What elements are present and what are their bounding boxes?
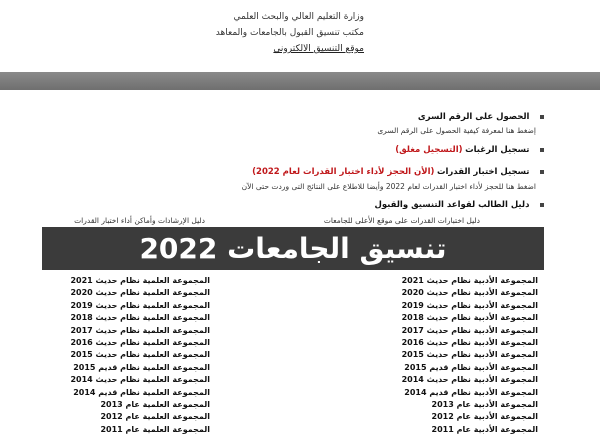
site-name[interactable]: موقع التنسيق الالكتروني (273, 44, 364, 54)
science-item[interactable]: المجموعة العلمية عام 2013 (100, 399, 210, 409)
bullet-icon (540, 115, 544, 119)
aptitude-status: (الأن الحجز لأداء اختبار القدرات لعام 2022) (252, 167, 435, 177)
ministry-name: وزارة التعليم العالي والبحث العلمي (233, 12, 364, 22)
literary-item[interactable]: المجموعة الأدبية نظام حديث 2021 (401, 276, 538, 285)
title-banner: تنسيق الجامعات 2022 (42, 227, 544, 270)
literary-item[interactable]: المجموعة الأدبية نظام حديث 2017 (401, 325, 538, 335)
literary-item[interactable]: المجموعة الأدبية نظام حديث 2015 (401, 350, 538, 360)
guide-left-link[interactable]: دليل الإرشادات وأماكن أداء اختبار القدرات (74, 216, 205, 225)
aptitude-desc[interactable]: اضغط هنا للحجز لأداء اختبار القدرات لعام 2022 وأيضا للاطلاع على النتائج التى وردت حتى الآن (241, 182, 536, 191)
secret-number-link[interactable]: الحصول على الرقم السرى (417, 112, 530, 122)
science-item[interactable]: المجموعة العلمية نظام قديم 2015 (73, 362, 210, 372)
science-item[interactable]: المجموعة العلمية نظام قديم 2014 (73, 387, 210, 397)
guide-section (374, 200, 544, 210)
literary-item[interactable]: المجموعة الأدبية نظام قديم 2015 (404, 362, 538, 372)
office-name: مكتب تنسيق القبول بالجامعات والمعاهد (215, 28, 364, 38)
header-bar (0, 72, 600, 90)
literary-item[interactable]: المجموعة الأدبية نظام حديث 2020 (401, 288, 538, 298)
secret-number-section (418, 112, 544, 122)
wishes-status: (التسجيل مغلق) (395, 145, 463, 155)
literary-list (402, 275, 538, 436)
science-item[interactable]: المجموعة العلمية عام 2012 (100, 412, 210, 422)
literary-item[interactable]: المجموعة الأدبية نظام قديم 2014 (404, 387, 538, 397)
science-item[interactable]: المجموعة العلمية نظام حديث 2016 (70, 337, 210, 347)
secret-number-desc[interactable]: إضغط هنا لمعرفة كيفية الحصول على الرقم السرى (377, 126, 536, 135)
literary-item[interactable]: المجموعة الأدبية نظام حديث 2014 (401, 375, 538, 385)
aptitude-link[interactable]: تسجيل اختبار القدرات (436, 167, 530, 177)
literary-item[interactable]: المجموعة الأدبية عام 2013 (431, 399, 538, 409)
science-item[interactable]: المجموعة العلمية نظام حديث 2014 (70, 375, 210, 385)
aptitude-section (252, 167, 544, 177)
science-list (70, 275, 210, 436)
wishes-link[interactable]: تسجيل الرغبات (465, 145, 530, 155)
science-item[interactable]: المجموعة العلمية نظام حديث 2020 (70, 288, 210, 298)
bullet-icon (540, 203, 544, 207)
guide-right-link[interactable]: دليل اختبارات القدرات على موقع الأعلى للجامعات (323, 216, 480, 225)
literary-item[interactable]: المجموعة الأدبية نظام حديث 2019 (401, 300, 538, 310)
literary-item[interactable]: المجموعة الأدبية نظام حديث 2018 (401, 313, 538, 323)
science-item[interactable]: المجموعة العلمية نظام حديث 2019 (70, 300, 210, 310)
science-item[interactable]: المجموعة العلمية نظام حديث 2021 (70, 276, 210, 285)
literary-item[interactable]: المجموعة الأدبية نظام حديث 2016 (401, 337, 538, 347)
site-header (0, 0, 600, 72)
science-item[interactable]: المجموعة العلمية نظام حديث 2015 (70, 350, 210, 360)
literary-item[interactable]: المجموعة الأدبية عام 2011 (431, 424, 538, 434)
science-item[interactable]: المجموعة العلمية عام 2011 (100, 424, 210, 434)
bullet-icon (540, 148, 544, 152)
science-item[interactable]: المجموعة العلمية نظام حديث 2017 (70, 325, 210, 335)
science-item[interactable]: المجموعة العلمية نظام حديث 2018 (70, 313, 210, 323)
wishes-section (395, 145, 544, 155)
literary-item[interactable]: المجموعة الأدبية عام 2012 (431, 412, 538, 422)
bullet-icon (540, 170, 544, 174)
guide-link[interactable]: دليل الطالب لقواعد التنسيق والقبول (374, 200, 530, 210)
